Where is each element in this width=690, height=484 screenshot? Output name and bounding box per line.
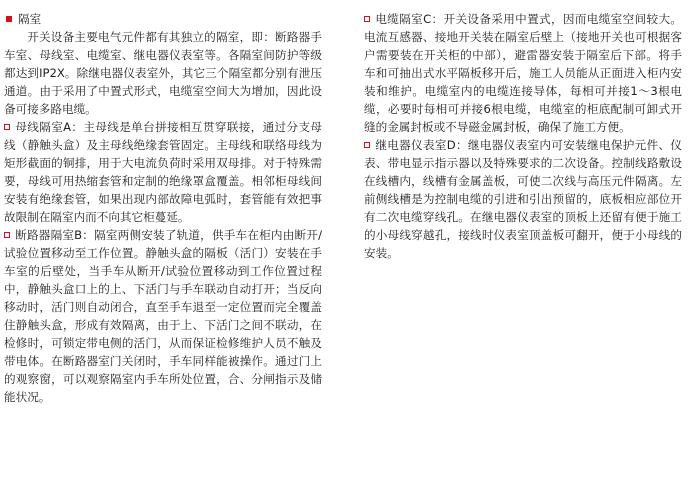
red-square-bullet-icon	[6, 16, 12, 22]
intro-paragraph: 开关设备主要电气元件都有其独立的隔室，即：断路器手车室、母线室、电缆室、继电器仪表室等。各隔室间防护等级都达到IP2X。除继电器仪表室外，其它三个隔室都分别有泄压通道。由于采用了中置式形式，电缆室空间大为增加，因此设备可接多路电缆。	[4, 30, 322, 116]
compartment-b-text: 断路器隔室B：隔室两侧安装了轨道，供手车在柜内由断开/试验位置移动至工作位置。静触头盒的隔板（活门）安装在手车室的后壁处，当手车从断开/试验位置移动到工作位置过程中，静触头盒口上的上、下活门与手车联动自动打开；当反向移动时，活门则自动闭合，直至手车退至一定位置而完全覆盖住静触头盒，形成有效隔离，由于上、下活门之间不联动，在检修时，可锁定带电侧的活门，从而保证检修维护人员不触及带电体。在断路器室门关闭时，手车同样能被操作。通过门上的观察窗，可以观察隔室内手车所处位置，合、分闸指示及储能状况。	[4, 228, 322, 404]
right-column	[364, 10, 682, 262]
compartment-a-paragraph	[4, 118, 322, 226]
compartment-c-text: 电缆隔室C：开关设备采用中置式，因而电缆室空间较大。电流互感器、接地开关装在隔室后壁上（接地开关也可根据客户需要装在开关柜的中部），避雷器安装于隔室后下部。将手车和可抽出式水平隔板移开后，施工人员能从正面进入柜内安装和维护。电缆室内的电缆连接导体，每相可并接1～3根电缆，必要时每相可并接6根电缆，电缆室的柜底配制可卸式开缝的金属封板或不导磁金属封板，确保了施工方便。	[364, 12, 682, 134]
compartment-c-paragraph	[364, 10, 682, 136]
hollow-square-bullet-icon	[364, 16, 370, 22]
compartment-d-paragraph	[364, 136, 682, 262]
hollow-square-bullet-icon	[364, 142, 370, 148]
left-column	[4, 10, 322, 406]
hollow-square-bullet-icon	[4, 232, 10, 238]
compartment-d-text: 继电器仪表室D：继电器仪表室内可安装继电保护元件、仪表、带电显示指示器以及特殊要求的二次设备。控制线路敷设在线槽内，线槽有金属盖板，可使二次线与高压元件隔离。左前侧线槽是为控制电缆的引进和引出预留的，底板相应部位开有二次电缆穿线孔。在继电器仪表室的顶板上还留有便于施工的小母线穿越孔，接线时仪表室顶盖板可翻开，便于小母线的安装。	[364, 138, 682, 260]
compartment-b-paragraph	[4, 226, 322, 406]
hollow-square-bullet-icon	[4, 124, 10, 130]
section-heading-text: 隔室	[18, 12, 42, 26]
compartment-a-text: 母线隔室A：主母线是单台拼接相互贯穿联接，通过分支母线（静触头盒）及主母线绝缘套管固定。主母线和联络母线为矩形截面的铜排，用于大电流负荷时采用双母排。对于特殊需要，母线可用热缩套管和定制的绝缘罩盒覆盖。相邻柜母线间安装有绝缘套管，如果出现内部故障电弧时，套管能有效把事故限制在隔室内而不向其它柜蔓延。	[4, 120, 322, 224]
section-heading	[4, 10, 322, 28]
